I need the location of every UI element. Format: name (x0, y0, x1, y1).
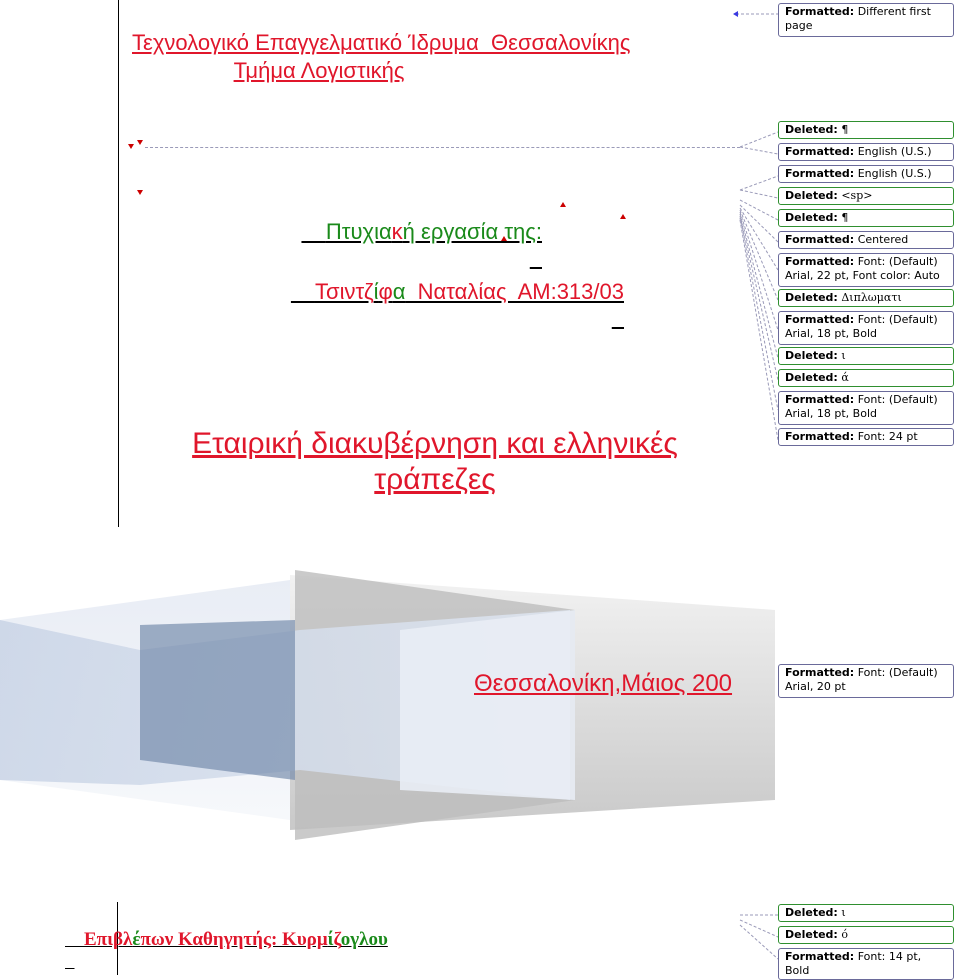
balloon-kind: Deleted: (785, 123, 838, 136)
insertion-marker (128, 144, 134, 149)
balloon-kind: Formatted: (785, 255, 855, 268)
balloon-text: Font: (Default) Arial, 18 pt, Bold (785, 313, 938, 340)
balloon-formatted[interactable] (778, 311, 954, 345)
balloon-text: Font: (Default) Arial, 20 pt (785, 666, 938, 693)
balloon-kind: Deleted: (785, 211, 838, 224)
balloon-formatted[interactable] (778, 391, 954, 425)
balloon-text: Διπλωματι (841, 291, 902, 304)
balloon-text: ά (841, 371, 849, 384)
balloon-kind: Deleted: (785, 928, 838, 941)
supervisor-line (65, 907, 388, 973)
balloon-deleted[interactable] (778, 187, 954, 205)
change-bar (118, 0, 119, 527)
balloon-formatted[interactable] (778, 231, 954, 249)
balloon-deleted[interactable] (778, 347, 954, 365)
balloon-formatted[interactable] (778, 165, 954, 183)
supervisor-part: Επιβλ (84, 929, 133, 950)
balloon-kind: Formatted: (785, 393, 855, 406)
balloon-deleted[interactable] (778, 209, 954, 227)
balloon-formatted[interactable] (778, 948, 954, 980)
balloon-kind: Deleted: (785, 371, 838, 384)
insertion-marker (137, 140, 143, 145)
supervisor-part: ί (327, 929, 334, 950)
heading-part: ή εργασία της: (402, 219, 542, 244)
heading-part: κ (391, 219, 403, 244)
balloon-deleted[interactable] (778, 369, 954, 387)
thesis-title-line: Εταιρική διακυβέρνηση και ελληνικές (192, 427, 678, 460)
balloon-kind: Formatted: (785, 313, 855, 326)
balloon-text: English (U.S.) (857, 145, 932, 158)
institution-title: Τεχνολογικό Επαγγελματικό Ίδρυμα Θεσσαλονίκης (132, 30, 631, 55)
balloon-deleted[interactable] (778, 926, 954, 944)
supervisor-part: έ (132, 929, 141, 950)
balloon-kind: Formatted: (785, 950, 855, 963)
supervisor-part: ζ (333, 929, 341, 950)
department-title: Τμήμα Λογιστικής (233, 58, 405, 83)
balloon-kind: Deleted: (785, 189, 838, 202)
balloon-text: ό (841, 928, 848, 941)
balloon-connectors (560, 0, 780, 975)
comment-pointer-icon (733, 11, 738, 17)
balloon-formatted[interactable] (778, 253, 954, 287)
supervisor-part: ογλου (340, 929, 388, 950)
balloon-text: ι (841, 349, 846, 362)
balloon-kind: Deleted: (785, 291, 838, 304)
author-part: α (392, 279, 406, 304)
balloon-text: ¶ (841, 211, 849, 224)
thesis-title-line: τράπεζες (374, 463, 496, 496)
balloon-text: Font: 24 pt (857, 430, 918, 443)
balloon-text: Font: 14 pt, Bold (785, 950, 922, 977)
balloon-deleted[interactable] (778, 904, 954, 922)
author-part: φ (378, 279, 393, 304)
balloon-kind: Formatted: (785, 666, 855, 679)
balloon-text: Font: (Default) Arial, 18 pt, Bold (785, 393, 938, 420)
balloon-kind: Formatted: (785, 167, 855, 180)
balloon-kind: Deleted: (785, 906, 838, 919)
balloon-text: ι (841, 906, 846, 919)
balloon-text: Centered (857, 233, 909, 246)
place-date: Θεσσαλονίκη,Μάιος 200 (474, 670, 733, 697)
balloon-text: <sp> (841, 189, 873, 202)
balloon-formatted[interactable] (778, 428, 954, 446)
balloon-text: Different first page (785, 5, 931, 32)
balloon-kind: Formatted: (785, 233, 855, 246)
author-part: Τσιντζ (314, 279, 374, 304)
balloon-kind: Formatted: (785, 5, 855, 18)
balloon-formatted[interactable] (778, 664, 954, 698)
balloon-text: ¶ (841, 123, 849, 136)
balloon-kind: Formatted: (785, 145, 855, 158)
balloon-deleted[interactable] (778, 121, 954, 139)
author-line (142, 253, 624, 331)
author-part: ί (373, 279, 379, 304)
balloon-kind: Deleted: (785, 349, 838, 362)
balloon-text: English (U.S.) (857, 167, 932, 180)
heading-part: Πτυχια (325, 219, 392, 244)
balloon-text: Font: (Default) Arial, 22 pt, Font color: Auto (785, 255, 940, 282)
author-part: Ναταλίας ΑΜ:313/03 (405, 279, 624, 304)
supervisor-part: πων Καθηγητής: Κυρμ (140, 929, 328, 950)
balloon-formatted[interactable] (778, 3, 954, 37)
balloon-deleted[interactable] (778, 289, 954, 307)
balloon-kind: Formatted: (785, 430, 855, 443)
balloon-formatted[interactable] (778, 143, 954, 161)
